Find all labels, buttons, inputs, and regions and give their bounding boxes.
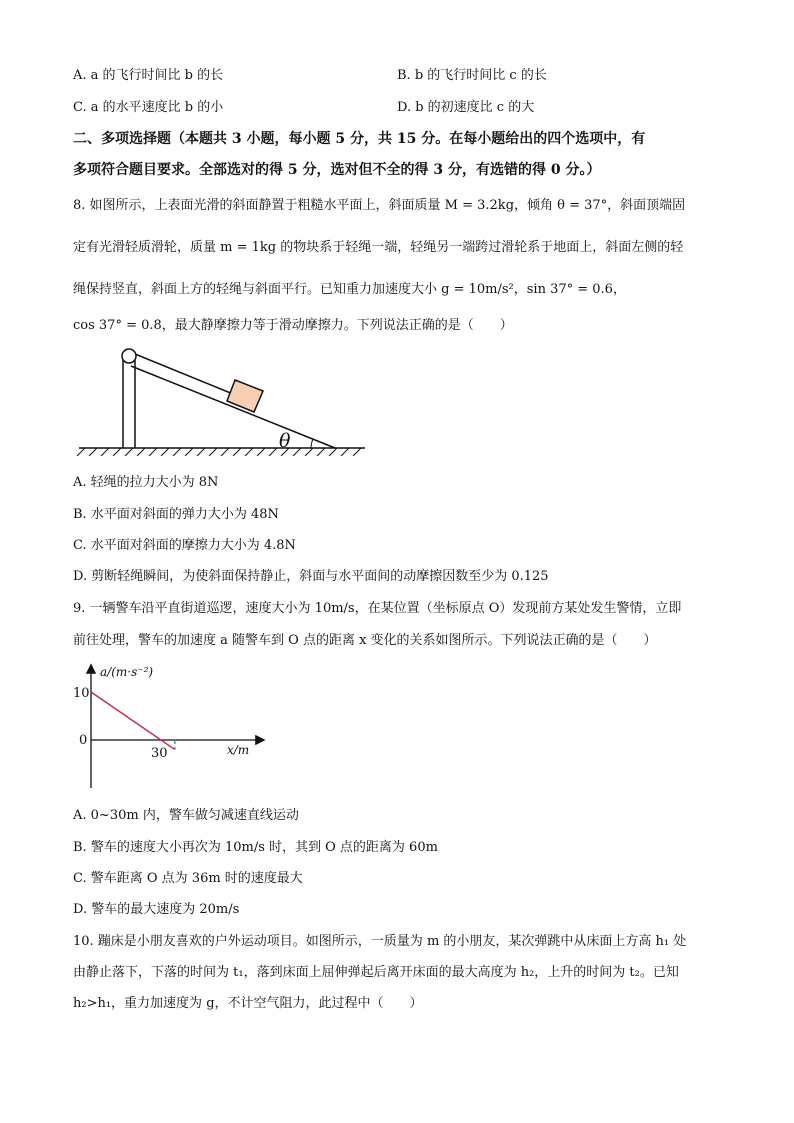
angle-label: θ: [279, 430, 291, 452]
q9-stem-line1: 9. 一辆警车沿平直街道巡逻，速度大小为 10m/s，在某位置（坐标原点 O）发现前方某处发生警情，立即: [73, 601, 682, 616]
incline-figure: [73, 344, 373, 456]
q8-stem-line3: 绳保持竖直，斜面上方的轻绳与斜面平行。已知重力加速度大小 g = 10m/s²，sin 37° = 0.6，: [73, 282, 626, 297]
acceleration-chart: [73, 662, 273, 792]
y-tick-label-10: 10: [73, 686, 90, 701]
y-axis-label: a/(m·s⁻²): [100, 665, 154, 679]
q9-option-c: C. 警车距离 O 点为 36m 时的速度最大: [73, 871, 303, 886]
q7-option-a: A. a 的飞行时间比 b 的长: [73, 68, 224, 83]
section-heading-line1: 二、多项选择题（本题共 3 小题，每小题 5 分，共 15 分。在每小题给出的四个选项中，有: [73, 131, 646, 147]
q8-option-b: B. 水平面对斜面的弹力大小为 48N: [73, 507, 279, 522]
q8-stem-line2: 定有光滑轻质滑轮，质量 m = 1kg 的物块系于轻绳一端，轻绳另一端跨过滑轮系于地面上，斜面左侧的轻: [73, 240, 684, 255]
q8-stem-line4: cos 37° = 0.8，最大静摩擦力等于滑动摩擦力。下列说法正确的是（ ）: [73, 318, 513, 333]
q8-stem-line1: 8. 如图所示，上表面光滑的斜面静置于粗糙水平面上，斜面质量 M = 3.2kg，倾角 θ = 37°，斜面顶端固: [73, 198, 686, 213]
ground-hatch: [77, 448, 361, 456]
q8-option-d: D. 剪断轻绳瞬间，为使斜面保持静止，斜面与水平面间的动摩擦因数至少为 0.125: [73, 569, 549, 584]
series-line: [91, 692, 175, 750]
q7-option-b: B. b 的飞行时间比 c 的长: [397, 68, 547, 83]
pulley: [122, 349, 136, 363]
q8-option-a: A. 轻绳的拉力大小为 8N: [73, 475, 219, 490]
q10-stem-line1: 10. 蹦床是小朋友喜欢的户外运动项目。如图所示，一质量为 m 的小朋友，某次弹跳中从床面上方高 h₁ 处: [73, 934, 687, 949]
angle-arc: [311, 439, 313, 448]
q9-stem-line2: 前往处理，警车的加速度 a 随警车到 O 点的距离 x 变化的关系如图所示。下列说法正确的是（ ）: [73, 633, 657, 648]
q7-option-d: D. b 的初速度比 c 的大: [397, 100, 535, 115]
q10-stem-line2: 由静止落下，下落的时间为 t₁，落到床面上屈伸弹起后离开床面的最大高度为 h₂，上升的时间为 t₂。已知: [73, 965, 679, 980]
section-heading-line2: 多项符合题目要求。全部选对的得 5 分，选对但不全的得 3 分，有选错的得 0 分。）: [73, 162, 601, 178]
x-tick-label-30: 30: [151, 746, 168, 761]
x-axis-label: x/m: [227, 743, 250, 757]
y-tick-label-0: 0: [79, 733, 88, 748]
q8-option-c: C. 水平面对斜面的摩擦力大小为 4.8N: [73, 538, 296, 553]
q7-option-c: C. a 的水平速度比 b 的小: [73, 100, 224, 115]
slope-surface: [131, 366, 335, 448]
q9-option-a: A. 0~30m 内，警车做匀减速直线运动: [73, 808, 299, 823]
q10-stem-line3: h₂>h₁，重力加速度为 g，不计空气阻力，此过程中（ ）: [73, 996, 423, 1011]
q9-option-b: B. 警车的速度大小再次为 10m/s 时，其到 O 点的距离为 60m: [73, 840, 438, 855]
q9-option-d: D. 警车的最大速度为 20m/s: [73, 902, 240, 917]
